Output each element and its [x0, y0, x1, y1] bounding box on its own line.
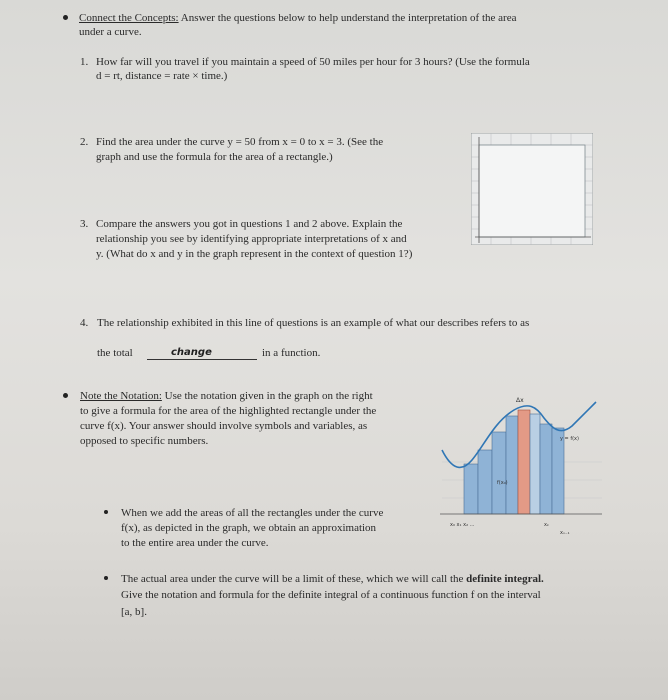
section1-intro-cont: under a curve.	[79, 26, 142, 38]
q1-text: How far will you travel if you maintain a speed of 50 miles per hour for 3 hours? (Use the formula	[96, 56, 530, 68]
xk-label: xₖ	[544, 522, 550, 528]
q2-text-cont: graph and use the formula for the area of a rectangle.)	[96, 151, 333, 163]
definite-integral-term: definite integral.	[466, 573, 544, 585]
q4-number: 4.	[80, 317, 89, 329]
curve-label: y = f(x)	[560, 436, 579, 442]
q4-text: The relationship exhibited in this line of questions is an example of what our describes refers to as	[97, 317, 530, 329]
bar-4	[506, 416, 518, 514]
q2-text: Find the area under the curve y = 50 from x = 0 to x = 3. (See the	[96, 136, 384, 148]
section2-text-cont2: curve f(x). Your answer should involve symbols and variables, as	[80, 420, 368, 432]
highlight-bar	[518, 410, 530, 514]
area-rectangle	[479, 145, 585, 237]
q1-text-cont: d = rt, distance = rate × time.)	[96, 70, 228, 82]
sub2-interval: [a, b].	[121, 606, 147, 618]
bullet	[104, 576, 108, 580]
sub1-text: When we add the areas of all the rectangles under the curve	[121, 507, 384, 519]
sub2-text-cont: Give the notation and formula for the definite integral of a continuous function f on the interval	[121, 589, 541, 601]
handwritten-answer: change	[171, 347, 212, 358]
q3-text: Compare the answers you got in questions 1 and 2 above. Explain the	[96, 218, 403, 230]
section2-text-cont3: opposed to specific numbers.	[80, 435, 209, 447]
section1-intro: Answer the questions below to help understand the interpretation of the area	[180, 12, 517, 24]
axis-tick-labels: x₀ x₁ x₂ ...	[450, 522, 475, 528]
fxk-label: f(x₀)	[497, 480, 508, 486]
sub2-line1	[121, 571, 544, 587]
bullet	[104, 510, 108, 514]
bar-1	[464, 464, 478, 514]
q1-number: 1.	[80, 56, 89, 68]
sub1-text-cont: f(x), as depicted in the graph, we obtain an approximation	[121, 522, 377, 534]
section1-heading: Connect the Concepts:	[79, 12, 179, 24]
bar-7	[540, 424, 552, 514]
riemann-graph	[436, 388, 606, 538]
q3-number: 3.	[80, 218, 89, 230]
bar-2	[478, 450, 492, 514]
bar-3	[492, 432, 506, 514]
q3-text-cont: relationship you see by identifying appropriate interpretations of x and	[96, 233, 407, 245]
sub1-text-cont2: to the entire area under the curve.	[121, 537, 269, 549]
xn-label: xₙ₋₁	[560, 530, 570, 536]
section2-line1	[80, 388, 373, 404]
section2-text-cont: to give a formula for the area of the highlighted rectangle under the	[80, 405, 377, 417]
q4-prefix: the total	[97, 347, 133, 359]
section2-text: Use the notation given in the graph on the right	[164, 390, 373, 402]
q2-number: 2.	[80, 136, 89, 148]
bullet	[63, 15, 68, 20]
bar-6	[530, 414, 540, 514]
bullet	[63, 393, 68, 398]
section1-line1	[79, 10, 516, 26]
q3-text-cont2: y. (What do x and y in the graph represent in the context of question 1?)	[96, 248, 413, 260]
sub2-text: The actual area under the curve will be a limit of these, which we will call the	[121, 573, 464, 585]
section2-heading: Note the Notation:	[80, 390, 162, 402]
grid-graph	[471, 133, 593, 245]
dx-label: Δx	[516, 397, 524, 404]
q4-suffix: in a function.	[262, 347, 321, 359]
